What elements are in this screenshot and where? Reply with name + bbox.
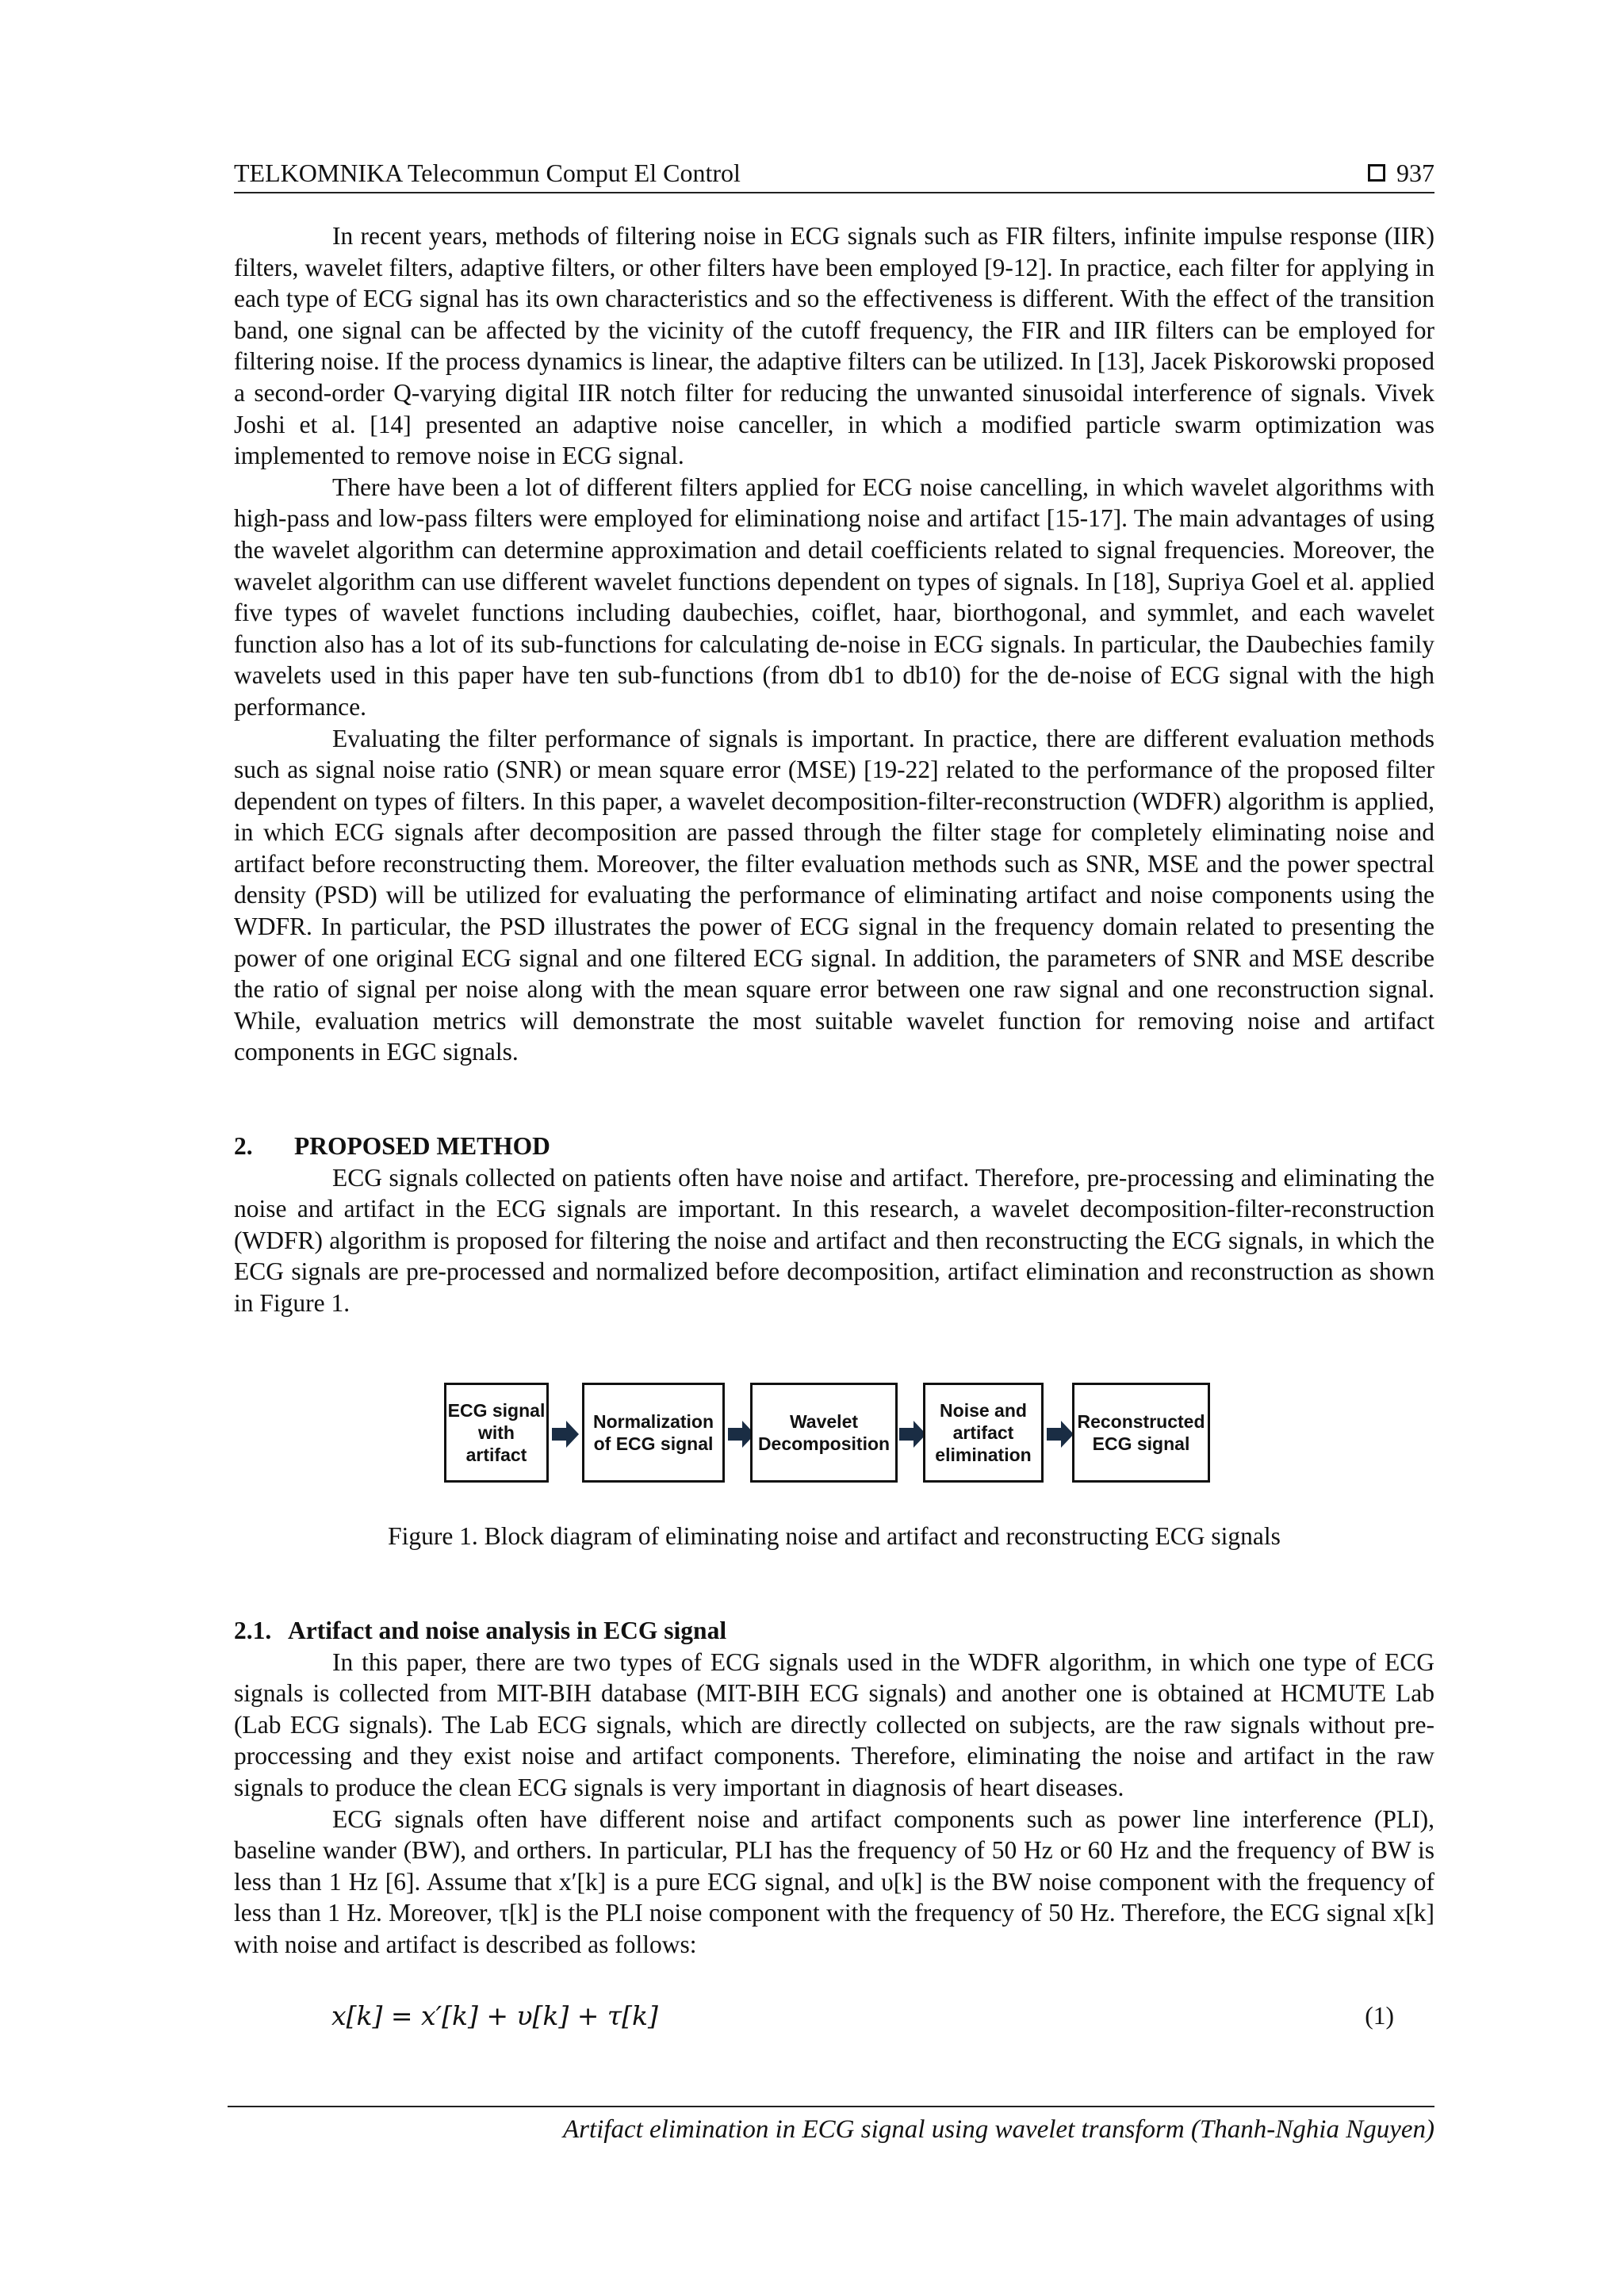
paragraph-3: Evaluating the filter performance of signals is important. In practice, there are different evaluation methods such as signal noise ratio (SNR) or mean square error (MSE) [19-22] related to the performance of the proposed filter dependent on types of filters. In this paper, a wavelet decomposition-filter-reconstruction (WDFR) algorithm is applied, in which ECG signals after decomposition are passed through the filter stage for completely eliminating noise and artifact before reconstructing them. Moreover, the filter evaluation methods such as SNR, MSE and the power spectral density (PSD) will be utilized for evaluating the performance of eliminating artifact and noise components using the WDFR. In particular, the PSD illustrates the power of ECG signal in the frequency domain related to presenting the power of one original ECG signal and one filtered ECG signal. In addition, the parameters of SNR and MSE describe the ratio of signal per noise along with the mean square error between one raw signal and one reconstruction signal. While, evaluation metrics will demonstrate the most suitable wavelet function for removing noise and artifact components in EGC signals. bbox=[234, 724, 1434, 1066]
equation-expression: x[k] = x′[k] + υ[k] + τ[k] bbox=[331, 2000, 658, 2031]
section-title: PROPOSED METHOD bbox=[294, 1132, 550, 1161]
block-noise-elimination: Noise and artifact elimination bbox=[923, 1383, 1044, 1483]
journal-name: TELKOMNIKA Telecommun Comput El Control bbox=[234, 159, 741, 187]
main-text bbox=[234, 220, 1434, 1319]
block-diagram bbox=[444, 1383, 1210, 1486]
paragraph-5: In this paper, there are two types of ECG signals used in the WDFR algorithm, in which one type of ECG signals is collected from MIT-BIH database (MIT-BIH ECG signals) and another one is obtained at HCMUTE Lab (Lab ECG signals). The Lab ECG signals, which are directly collected on subjects, are the raw signals without pre-proccessing and they exist noise and artifact components. Therefore, eliminating the noise and artifact in the raw signals to produce the clean ECG signals is very important in diagnosis of heart diseases. bbox=[234, 1647, 1434, 1801]
page-number: 937 bbox=[1396, 159, 1434, 187]
equation-number: (1) bbox=[1365, 2002, 1394, 2030]
block-wavelet-decomposition: Wavelet Decomposition bbox=[750, 1383, 898, 1483]
section-2-1-heading bbox=[234, 1615, 1434, 1647]
section-number: 2. bbox=[234, 1132, 253, 1161]
section-2-heading bbox=[234, 1131, 1434, 1162]
running-title: Artifact elimination in ECG signal using wavelet transform (Thanh-Nghia Nguyen) bbox=[562, 2115, 1434, 2144]
page-header bbox=[234, 155, 1434, 193]
paragraph-2: There have been a lot of different filters applied for ECG noise cancelling, in which wavelet algorithms with high-pass and low-pass filters were employed for eliminationg noise and artifact [15-17]. The main advantages of using the wavelet algorithm can determine approximation and detail coefficients related to signal frequencies. Moreover, the wavelet algorithm can use different wavelet functions dependent on types of signals. In [18], Supriya Goel et al. applied five types of wavelet functions including daubechies, coiflet, haar, biorthogonal, and symmlet, and each wavelet function also has a lot of its sub-functions for calculating de-noise in ECG signals. In particular, the Daubechies family wavelets used in this paper have ten sub-functions (from db1 to db10) for the de-noise of ECG signal with the high performance. bbox=[234, 473, 1434, 721]
page-footer bbox=[228, 2106, 1434, 2147]
paragraph-1: In recent years, methods of filtering noise in ECG signals such as FIR filters, infinite impulse response (IIR) filters, wavelet filters, adaptive filters, or other filters have been employed [9-12]. In practice, each filter for applying in each type of ECG signal has its own characteristics and so the effectiveness is different. With the effect of the transition band, one signal can be affected by the vicinity of the cutoff frequency, the FIR and IIR filters can be employed for filtering noise. If the process dynamics is linear, the adaptive filters can be utilized. In [13], Jacek Piskorowski proposed a second-order Q-varying digital IIR notch filter for reducing the unwanted sinusoidal interference of signals. Vivek Joshi et al. [14] presented an adaptive noise canceller, in which a modified particle swarm optimization was implemented to remove noise in ECG signal. bbox=[234, 222, 1434, 470]
arrow-right-icon bbox=[552, 1421, 579, 1448]
block-normalization: Normalization of ECG signal bbox=[582, 1383, 725, 1483]
paragraph-6: ECG signals often have different noise and artifact components such as power line interference (PLI), baseline wander (BW), and orthers. In particular, PLI has the frequency of 50 Hz or 60 Hz and the frequency of BW is less than 1 Hz [6]. Assume that x′[k] is a pure ECG signal, and υ[k] is the BW noise component with the frequency of less than 1 Hz. Moreover, τ[k] is the PLI noise component with the frequency of 50 Hz. Therefore, the ECG signal x[k] with noise and artifact is described as follows: bbox=[234, 1804, 1434, 1958]
section-2-1 bbox=[234, 1615, 1434, 1961]
arrow-right-icon bbox=[1047, 1421, 1074, 1448]
figure-1-caption: Figure 1. Block diagram of eliminating noise and artifact and reconstructing ECG signals bbox=[388, 1522, 1281, 1550]
block-ecg-signal: ECG signal with artifact bbox=[444, 1383, 549, 1483]
square-box-icon bbox=[1368, 164, 1385, 182]
page-number-group bbox=[1368, 157, 1434, 192]
subsection-title: Artifact and noise analysis in ECG signal bbox=[288, 1617, 727, 1644]
arrow-right-icon bbox=[899, 1421, 926, 1448]
equation-1 bbox=[331, 1999, 1394, 2034]
paragraph-4: ECG signals collected on patients often have noise and artifact. Therefore, pre-processing and eliminating the noise and artifact in the ECG signals are important. In this research, a wavelet decomposition-filter-reconstruction (WDFR) algorithm is proposed for filtering the noise and artifact and then reconstructing the ECG signals, in which the ECG signals are pre-processed and normalized before decomposition, artifact elimination and reconstruction as shown in Figure 1. bbox=[234, 1163, 1434, 1317]
block-reconstructed: Reconstructed ECG signal bbox=[1072, 1383, 1210, 1483]
subsection-number: 2.1. bbox=[234, 1617, 272, 1644]
